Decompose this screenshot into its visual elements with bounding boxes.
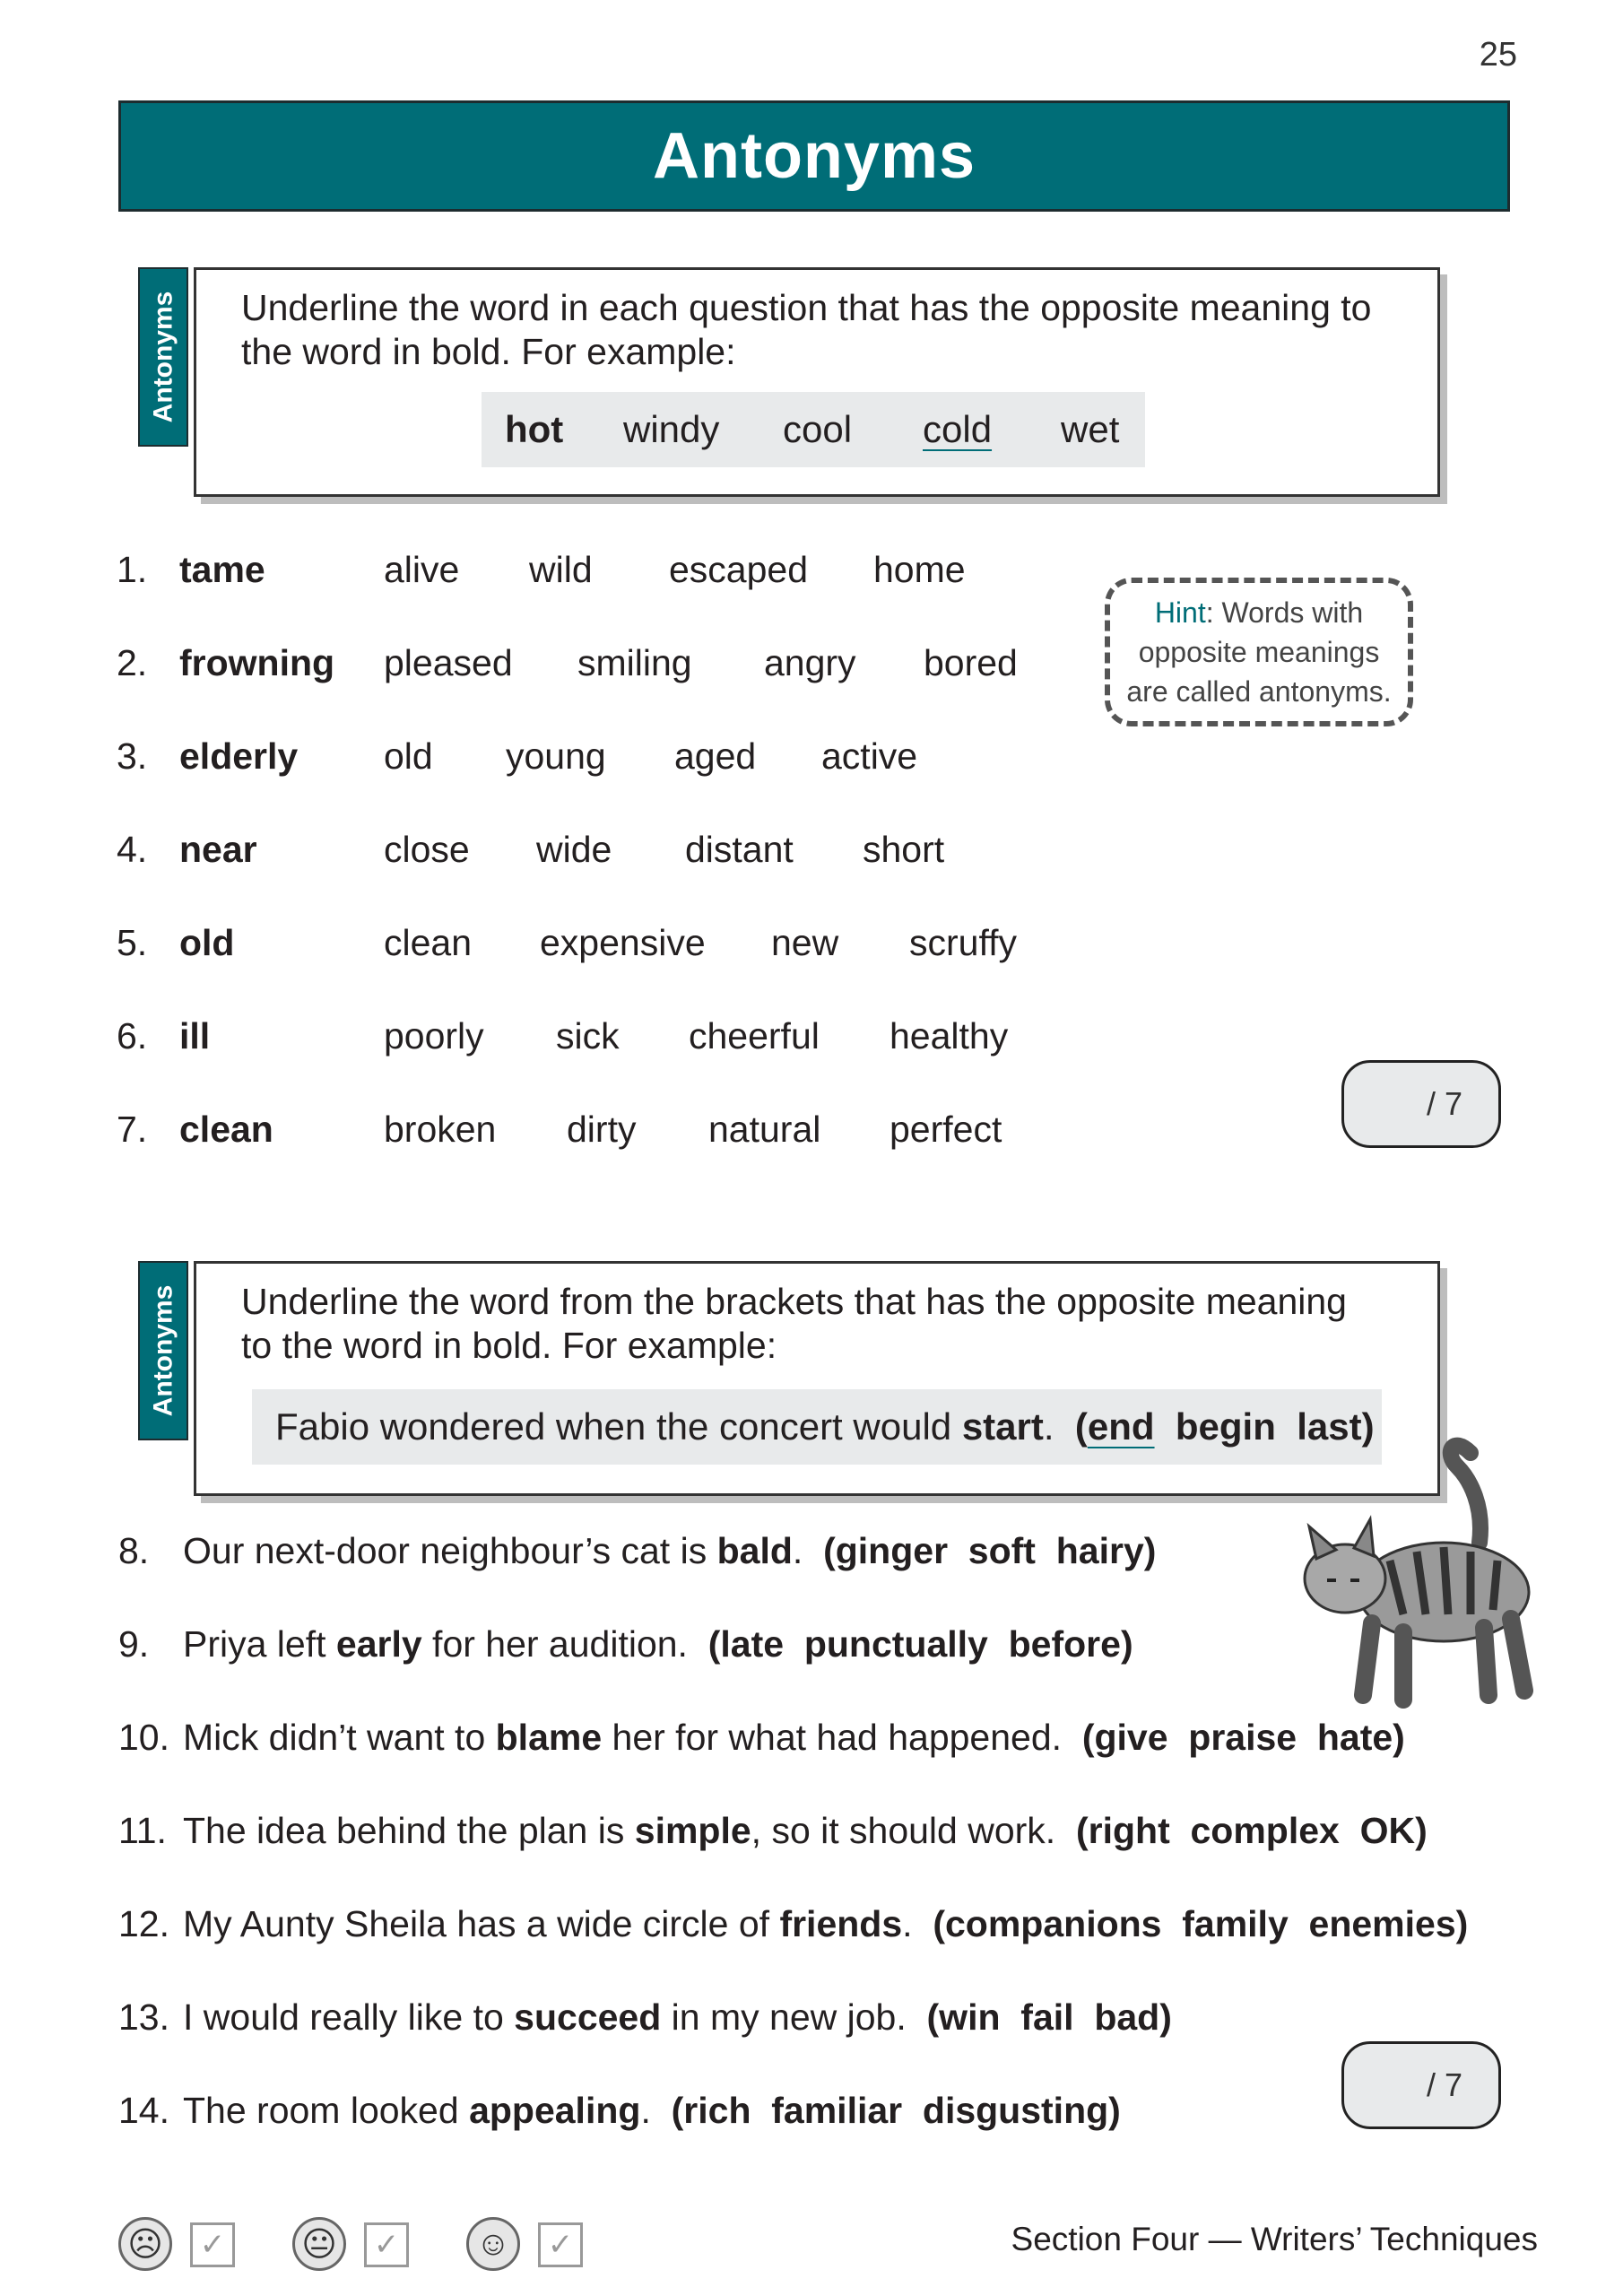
section2-instruction: [241, 1280, 1347, 1368]
question-number: 8.: [118, 1530, 150, 1571]
example-choice: begin: [1175, 1405, 1276, 1448]
answer-option[interactable]: distant: [685, 829, 794, 870]
question-number: 10.: [118, 1717, 169, 1758]
score-box-section2[interactable]: / 7: [1341, 2041, 1501, 2129]
answer-choices[interactable]: (win fail bad): [926, 1996, 1172, 2038]
answer-option[interactable]: smiling: [577, 642, 692, 683]
happy-face-icon[interactable]: ☺: [466, 2217, 520, 2271]
answer-choices[interactable]: (give praise hate): [1081, 1717, 1405, 1758]
answer-option[interactable]: home: [873, 549, 966, 590]
sentence-bold-word: bald: [716, 1530, 793, 1571]
sentence-bold-word: friends: [779, 1903, 903, 1944]
answer-option[interactable]: healthy: [890, 1015, 1009, 1057]
answer-option[interactable]: pleased: [384, 642, 513, 683]
question-key-word: elderly: [179, 735, 299, 777]
sentence-bold-word: early: [335, 1623, 422, 1665]
sentence-text: The room looked: [183, 2090, 470, 2131]
answer-option[interactable]: bored: [924, 642, 1018, 683]
section2-tab-label: Antonyms: [148, 1284, 178, 1417]
section1-instruction-line2: the word in bold. For example:: [241, 331, 736, 372]
answer-option[interactable]: young: [506, 735, 606, 777]
answer-option[interactable]: short: [863, 829, 945, 870]
sentence-text: .: [902, 1903, 913, 1944]
hint-box: [1105, 578, 1413, 726]
answer-option[interactable]: aged: [674, 735, 757, 777]
sentence-question: [118, 1903, 1468, 1945]
question-number: 4.: [117, 829, 148, 870]
question-number: 3.: [117, 735, 148, 777]
answer-option[interactable]: alive: [384, 549, 460, 590]
sentence-question: [118, 2090, 1121, 2132]
answer-choices[interactable]: (late punctually before): [707, 1623, 1133, 1665]
sentence-bold-word: succeed: [514, 1996, 662, 2038]
section2-example: Fabio wondered when the concert would start . ( end begin last ): [252, 1389, 1382, 1465]
answer-option[interactable]: escaped: [669, 549, 809, 590]
sentence-text: for her audition.: [421, 1623, 688, 1665]
question-key-word: clean: [179, 1109, 273, 1150]
checkbox-neutral[interactable]: ✓: [364, 2222, 409, 2267]
answer-choices[interactable]: (ginger soft hairy): [823, 1530, 1157, 1571]
answer-option[interactable]: new: [771, 922, 839, 963]
sentence-text: in my new job.: [661, 1996, 907, 2038]
cat-illustration: [1291, 1426, 1560, 1713]
sentence-bold-word: blame: [495, 1717, 603, 1758]
example-option: wet: [1061, 408, 1120, 450]
question-number: 9.: [118, 1623, 150, 1665]
answer-option[interactable]: cheerful: [689, 1015, 820, 1057]
sentence-text: The idea behind the plan is: [183, 1810, 635, 1851]
title-banner: [118, 100, 1510, 212]
section1-instruction: [241, 286, 1371, 374]
question-key-word: near: [179, 829, 257, 870]
answer-option[interactable]: wild: [529, 549, 593, 590]
answer-option[interactable]: broken: [384, 1109, 497, 1150]
question-number: 14.: [118, 2090, 169, 2131]
sentence-question: [118, 1623, 1133, 1665]
answer-option[interactable]: natural: [708, 1109, 821, 1150]
section2-instruction-line2: to the word in bold. For example:: [241, 1325, 777, 1366]
sentence-text: .: [792, 1530, 803, 1571]
hint-line1: Hint: Words with: [1154, 596, 1364, 629]
question-key-word: tame: [179, 549, 265, 590]
page-number: 25: [1479, 36, 1517, 74]
sentence-text: Priya left: [183, 1623, 336, 1665]
example-option-underlined: cold: [923, 408, 993, 450]
question-number: 1.: [117, 549, 148, 590]
answer-choices[interactable]: (companions family enemies): [933, 1903, 1469, 1944]
example-key-word: hot: [505, 408, 564, 450]
section2-instruction-line1: Underline the word from the brackets that has the opposite meaning: [241, 1281, 1347, 1322]
question-key-word: frowning: [179, 642, 335, 683]
sentence-text: her for what had happened.: [602, 1717, 1063, 1758]
sentence-question: [118, 1810, 1428, 1852]
sentence-text: , so it should work.: [751, 1810, 1056, 1851]
sentence-question: [118, 1996, 1172, 2039]
section2-instruction-box: [194, 1261, 1440, 1496]
sentence-bold-word: simple: [634, 1810, 751, 1851]
question-number: 13.: [118, 1996, 169, 2038]
sentence-bold-word: appealing: [469, 2090, 641, 2131]
section1-tab-label: Antonyms: [148, 291, 178, 423]
sentence-text: I would really like to: [183, 1996, 515, 2038]
neutral-face-icon[interactable]: 😐: [292, 2217, 346, 2271]
example-bold-word: start: [961, 1405, 1044, 1448]
answer-option[interactable]: close: [384, 829, 470, 870]
example-option: windy: [623, 408, 720, 450]
sentence-text: Our next-door neighbour’s cat is: [183, 1530, 717, 1571]
sentence-question: [118, 1717, 1405, 1759]
section1-example: [482, 392, 1145, 467]
checkbox-sad[interactable]: ✓: [190, 2222, 235, 2267]
hint-label: Hint: [1154, 596, 1206, 629]
answer-option[interactable]: clean: [384, 922, 473, 963]
sad-face-icon[interactable]: ☹: [118, 2217, 172, 2271]
answer-option[interactable]: expensive: [540, 922, 706, 963]
question-key-word: ill: [179, 1015, 211, 1057]
section1-instruction-line1: Underline the word in each question that has the opposite meaning to: [241, 287, 1372, 328]
question-number: 7.: [117, 1109, 148, 1150]
question-number: 12.: [118, 1903, 169, 1944]
question-key-word: old: [179, 922, 235, 963]
sentence-text: .: [640, 2090, 651, 2131]
answer-option[interactable]: angry: [764, 642, 856, 683]
question-number: 5.: [117, 922, 148, 963]
answer-option[interactable]: scruffy: [909, 922, 1017, 963]
answer-choices[interactable]: (rich familiar disgusting): [671, 2090, 1121, 2131]
example-choice-underlined: end: [1087, 1405, 1155, 1448]
section1-instruction-box: [194, 267, 1440, 497]
question-number: 6.: [117, 1015, 148, 1057]
sentence-text: My Aunty Sheila has a wide circle of: [183, 1903, 780, 1944]
sentence-question: [118, 1530, 1156, 1572]
section2-tab: [138, 1261, 188, 1440]
answer-choices[interactable]: (right complex OK): [1075, 1810, 1428, 1851]
score-box-section1[interactable]: / 7: [1341, 1060, 1501, 1148]
hint-line3: are called antonyms.: [1126, 675, 1392, 708]
question-number: 11.: [118, 1810, 167, 1851]
answer-option[interactable]: dirty: [567, 1109, 637, 1150]
sentence-text: Mick didn’t want to: [183, 1717, 496, 1758]
answer-option[interactable]: sick: [556, 1015, 620, 1057]
section1-tab: [138, 267, 188, 447]
answer-option[interactable]: old: [384, 735, 433, 777]
example-option: cool: [783, 408, 853, 450]
hint-line2: opposite meanings: [1138, 636, 1380, 668]
question-number: 2.: [117, 642, 148, 683]
answer-option[interactable]: perfect: [890, 1109, 1002, 1150]
answer-option[interactable]: active: [821, 735, 918, 777]
answer-option[interactable]: poorly: [384, 1015, 484, 1057]
example-choice: last: [1297, 1405, 1362, 1448]
footer-section-title: Section Four — Writers’ Techniques: [1011, 2221, 1538, 2257]
page-title: Antonyms: [652, 120, 976, 192]
checkbox-happy[interactable]: ✓: [538, 2222, 583, 2267]
answer-option[interactable]: wide: [536, 829, 612, 870]
